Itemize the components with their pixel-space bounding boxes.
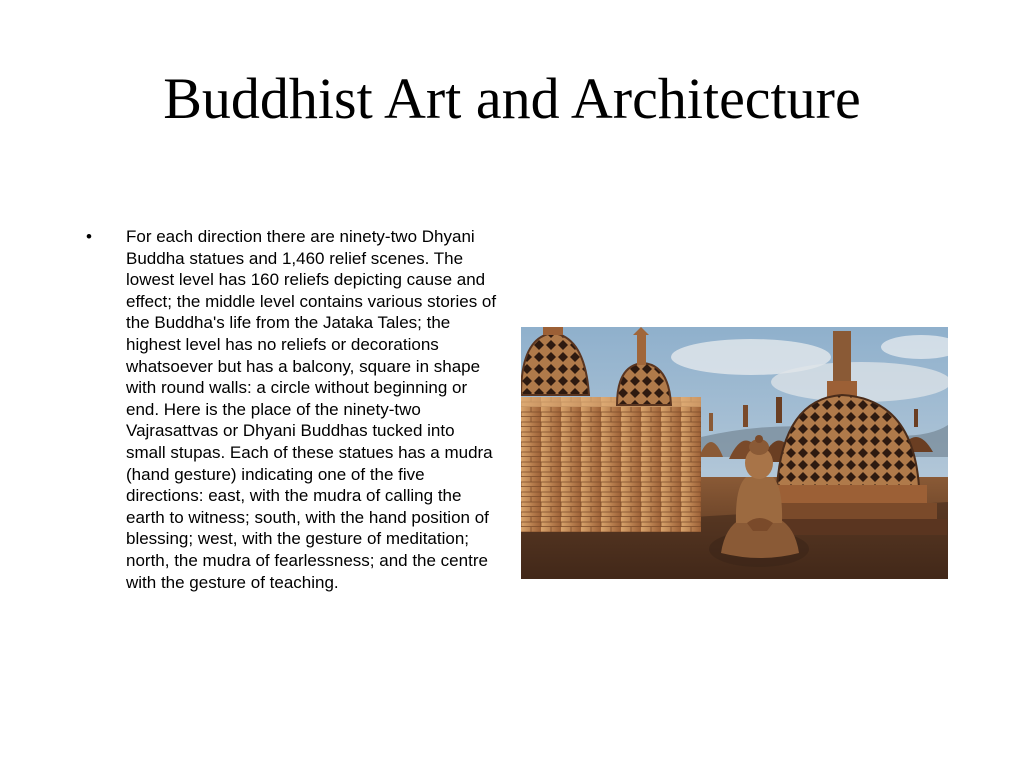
- stupa-photo-illustration: [521, 327, 948, 579]
- brick-wall: [521, 397, 701, 532]
- stupa-photo: [521, 327, 948, 579]
- bullet-list: [86, 226, 498, 593]
- bullet-item: [86, 226, 498, 593]
- cloud: [771, 362, 948, 402]
- slide-title: Buddhist Art and Architecture: [163, 66, 861, 131]
- bullet-text: For each direction there are ninety-two Dhyani Buddha statues and 1,460 relief scenes. The lowest level has 160 reliefs depicting cause and effect; the middle level contains various stories of the Buddha's life from the Jataka Tales; the highest level has no reliefs or decorations whatsoever but has a balcony, square in shape with round walls: a circle without beginning or end. Here is the place of the ninety-two Vajrasattvas or Dhyani Buddhas tucked into small stupas. Each of these statues has a mudra (hand gesture) indicating one of the five directions: east, with the mudra of calling the earth to witness; south, with the hand position of blessing; west, with the gesture of meditation; north, the mudra of fearlessness; and the centre with the gesture of teaching.: [126, 227, 497, 592]
- bullet-marker: •: [86, 227, 92, 246]
